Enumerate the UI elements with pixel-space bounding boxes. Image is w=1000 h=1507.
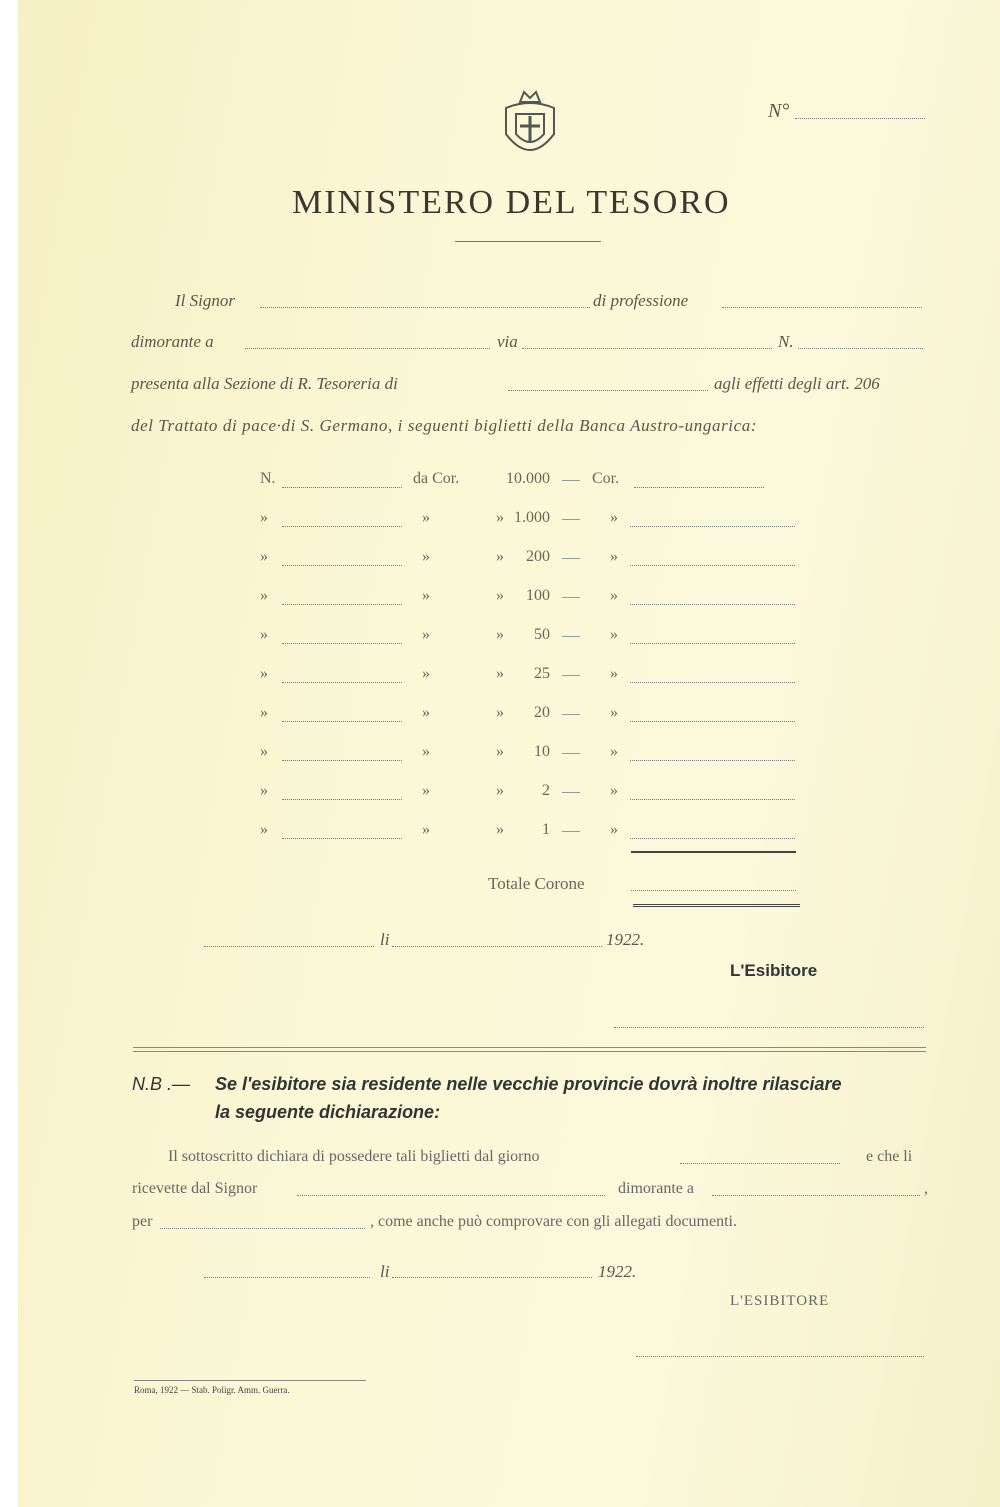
row-dash (562, 636, 580, 637)
label-presenta: presenta alla Sezione di R. Tesoreria di (131, 374, 398, 393)
row-lead-mark: N. (260, 470, 276, 487)
row-unit: » (610, 704, 618, 721)
label-via: via (497, 332, 518, 351)
decl-per-field[interactable] (160, 1228, 365, 1229)
label-year-2: 1922. (598, 1262, 637, 1281)
printer-imprint: Roma, 1922 — Stab. Poligr. Amm. Guerra. (134, 1385, 290, 1395)
row-count-field[interactable] (282, 799, 402, 800)
decl-text-3b: , come anche può comprovare con gli allegati documenti. (370, 1213, 737, 1230)
label-professione: di professione (593, 291, 689, 310)
civic-number-field[interactable] (798, 348, 923, 349)
row-lead-mark: » (260, 743, 268, 760)
professione-field[interactable] (722, 307, 922, 308)
row-lead-mark: » (260, 509, 268, 526)
row-lead-mark: » (260, 626, 268, 643)
row-denomination-value: 10 (534, 743, 550, 760)
row-amount-field[interactable] (630, 604, 795, 605)
row-dash (562, 597, 580, 598)
row-denomination-prefix: » » (422, 548, 504, 565)
label-n: N. (778, 332, 794, 351)
row-amount-field[interactable] (630, 838, 795, 839)
via-field[interactable] (522, 348, 772, 349)
row-denomination-value: 2 (542, 782, 550, 799)
section-divider (133, 1047, 926, 1052)
row-denomination-value: 10.000 (506, 470, 550, 487)
row-amount-field[interactable] (630, 643, 795, 644)
decl-comma: , (924, 1180, 928, 1197)
row-unit: » (610, 665, 618, 682)
total-field[interactable] (631, 890, 796, 891)
row-lead-mark: » (260, 665, 268, 682)
row-unit: Cor. (592, 470, 620, 487)
signature-label-1: L'Esibitore (730, 961, 818, 980)
label-year-1: 1922. (606, 930, 645, 949)
row-dash (562, 753, 580, 754)
decl-text-3: per (132, 1213, 153, 1230)
decl-dimorante-field[interactable] (712, 1195, 920, 1196)
nb-line-2: la seguente dichiarazione: (215, 1102, 441, 1122)
row-denomination-prefix: » » (422, 509, 504, 526)
page-title: MINISTERO DEL TESORO (292, 184, 731, 221)
decl-text-2b: dimorante a (618, 1180, 694, 1197)
row-count-field[interactable] (282, 643, 402, 644)
row-count-field[interactable] (282, 565, 402, 566)
row-denomination-prefix: » » (422, 704, 504, 721)
row-amount-field[interactable] (630, 682, 795, 683)
row-lead-mark: » (260, 782, 268, 799)
date-field-1[interactable] (392, 946, 602, 947)
row-amount-field[interactable] (630, 760, 795, 761)
row-amount-field[interactable] (634, 487, 764, 488)
number-field[interactable] (795, 118, 925, 119)
row-lead-mark: » (260, 704, 268, 721)
row-lead-mark: » (260, 587, 268, 604)
label-effetti: agli effetti degli art. 206 (714, 374, 880, 393)
row-dash (562, 675, 580, 676)
row-unit: » (610, 587, 618, 604)
date-field-2[interactable] (392, 1277, 592, 1278)
row-denomination-prefix: » » (422, 743, 504, 760)
row-dash (562, 480, 580, 481)
row-count-field[interactable] (282, 682, 402, 683)
footer-rule (134, 1380, 366, 1381)
row-count-field[interactable] (282, 487, 402, 488)
row-amount-field[interactable] (630, 526, 795, 527)
label-trattato: del Trattato di pace·di S. Germano, i seguenti biglietti della Banca Austro-ungarica: (131, 416, 758, 435)
row-denomination-value: 1 (542, 821, 550, 838)
place-field-1[interactable] (204, 946, 374, 947)
row-denomination-prefix: da Cor. (413, 470, 460, 487)
row-dash (562, 792, 580, 793)
total-double-rule (633, 904, 800, 907)
decl-text-2: ricevette dal Signor (132, 1180, 258, 1197)
row-count-field[interactable] (282, 760, 402, 761)
label-dimorante: dimorante a (131, 332, 214, 351)
row-lead-mark: » (260, 548, 268, 565)
tesoreria-field[interactable] (508, 390, 708, 391)
row-denomination-prefix: » » (422, 821, 504, 838)
number-label: N° (768, 100, 790, 122)
decl-text-1: Il sottoscritto dichiara di possedere tali biglietti dal giorno (168, 1148, 540, 1165)
nb-label: N.B .— (132, 1074, 191, 1094)
row-denomination-prefix: » » (422, 587, 504, 604)
label-li-2: li (380, 1262, 390, 1281)
sum-rule (631, 851, 796, 853)
total-label: Totale Corone (488, 874, 585, 893)
row-unit: » (610, 821, 618, 838)
place-field-2[interactable] (204, 1277, 370, 1278)
dimorante-field[interactable] (245, 348, 490, 349)
decl-date-field[interactable] (680, 1163, 840, 1164)
row-count-field[interactable] (282, 721, 402, 722)
signature-field-2[interactable] (636, 1356, 924, 1357)
row-denomination-value: 50 (534, 626, 550, 643)
row-amount-field[interactable] (630, 721, 795, 722)
row-dash (562, 831, 580, 832)
row-amount-field[interactable] (630, 565, 795, 566)
signature-field-1[interactable] (614, 1027, 924, 1028)
row-unit: » (610, 626, 618, 643)
decl-text-1b: e che li (866, 1148, 913, 1165)
row-count-field[interactable] (282, 604, 402, 605)
row-count-field[interactable] (282, 526, 402, 527)
row-denomination-value: 100 (526, 587, 550, 604)
title-ornament (455, 241, 601, 242)
label-li-1: li (380, 930, 390, 949)
row-unit: » (610, 548, 618, 565)
row-dash (562, 714, 580, 715)
nb-line-1: Se l'esibitore sia residente nelle vecchie provincie dovrà inoltre rilasciare (215, 1074, 842, 1094)
row-denomination-prefix: » » (422, 665, 504, 682)
row-dash (562, 519, 580, 520)
row-denomination-prefix: » » (422, 626, 504, 643)
coat-of-arms-icon (498, 88, 562, 166)
decl-signor-field[interactable] (297, 1195, 605, 1196)
row-unit: » (610, 743, 618, 760)
row-denomination-value: 20 (534, 704, 550, 721)
signature-label-2: L'ESIBITORE (730, 1293, 830, 1309)
row-lead-mark: » (260, 821, 268, 838)
row-unit: » (610, 782, 618, 799)
row-denomination-value: 25 (534, 665, 550, 682)
row-amount-field[interactable] (630, 799, 795, 800)
row-dash (562, 558, 580, 559)
row-count-field[interactable] (282, 838, 402, 839)
row-denomination-value: 1.000 (514, 509, 550, 526)
signor-field[interactable] (260, 307, 590, 308)
row-denomination-value: 200 (526, 548, 550, 565)
label-signor: Il Signor (175, 291, 235, 310)
row-unit: » (610, 509, 618, 526)
row-denomination-prefix: » » (422, 782, 504, 799)
